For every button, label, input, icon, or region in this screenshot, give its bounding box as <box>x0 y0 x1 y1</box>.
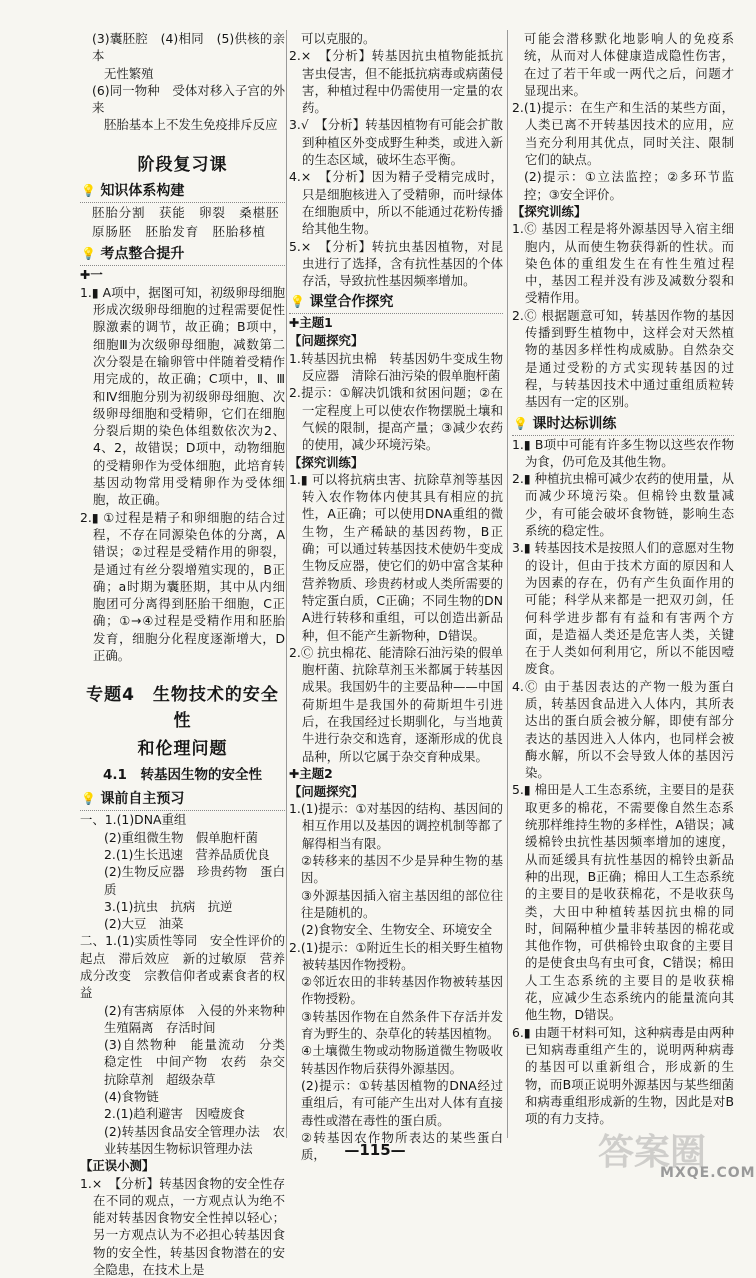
text-line: 胚胎分割 获能 卵裂 桑椹胚 <box>92 204 280 220</box>
text-line: 4.× 【分析】因为精子受精完成时，只是细胞核进入了受精卵，而叶绿体在细胞质中，所以不能通过花粉传播给其他生物。 <box>289 169 503 237</box>
section-heading <box>512 414 734 436</box>
text-line: 1.Ⓒ 基因工程是将外源基因导入宿主细胞内，从而使生物获得新的性状。而染色体的重组发生在有性生殖过程中，基因工程并没有涉及减数分裂和受精作用。 <box>512 221 734 306</box>
text-line: 2.提示：①解决饥饿和贫困问题；②在一定程度上可以使农作物摆脱土壤和气候的限制，提高产量；③减少农药的使用，减少环境污染。 <box>289 385 503 453</box>
text-line: (2)重组微生物 假单胞杆菌 <box>104 829 258 845</box>
section-heading-text: 考点整合提升 <box>100 245 185 262</box>
lightbulb-icon: 💡 <box>513 416 529 431</box>
text-line: ③转基因作物在自然条件下存活并发育为野生的、杂草化的转基因植物。 <box>301 1008 503 1042</box>
text-line: (2)提示：①转基因植物的DNA经过重组后，有可能产生出对人体有直接毒性或潜在毒性的蛋白质。 <box>301 1077 503 1128</box>
subsection-tag: 【正误小测】 <box>80 1158 155 1174</box>
topic-heading: ✚主题1 <box>289 315 333 331</box>
subsection-tag: 【探究训练】 <box>512 203 587 219</box>
text-line: 6.▮ 由题干材料可知，这种病毒是由两种已知病毒重组产生的，说明两种病毒的基因可以重新组合，形成新的生物，而B项正说明外源基因与某些细菌和病毒重组形成新的生物，因此是对B项的有力支持。 <box>512 1024 734 1127</box>
text-line: 可以克服的。 <box>301 31 376 46</box>
text-line: (6)同一物种 受体对移入子宫的外来 <box>92 82 285 116</box>
subsection-tag: 【探究训练】 <box>289 454 364 470</box>
text-line: 1.▮ 可以将抗病虫害、抗除草剂等基因转入农作物体内使其具有相应的抗性，A正确；可以使用DNA重组的微生物，生产稀缺的基因药物，B正确；可以通过转基因技术使奶牛变成生物反应器，使它们的奶中富含某种营养物质、珍贵药材或人类所需要的特定蛋白质，C正确；不同生物的DNA进行转移和重组，可以创造出新品种，但不能产生新物种，D错误。 <box>289 471 503 643</box>
chapter-title: 专题4 生物技术的安全性 <box>86 685 279 732</box>
spacer <box>80 664 285 680</box>
text-line: 原肠胚 胚胎发育 胚胎移植 <box>92 223 267 239</box>
spacer <box>80 134 285 150</box>
text-line: 2.(1)提示：在生产和生活的某些方面，人类已离不开转基因技术的应用，应当充分利用其优点，同时关注、限制它们的缺点。 <box>512 100 734 168</box>
column-right <box>512 30 734 1138</box>
section-heading <box>80 789 285 811</box>
text-line: 3.▮ 转基因技术是按照人们的意愿对生物的设计，但由于技术方面的原因和人为因素的存在，仍有产生负面作用的可能；科学从来都是一把双刃剑，任何科学进步都有有益和有害两个方面，是造福人类还是危害人类，关键在于人类如何利用它，所以不能因噎废食。 <box>512 540 734 677</box>
text-line: (2)有害病原体 入侵的外来物种 生殖隔离 存活时间 <box>104 1002 298 1035</box>
text-line: 二、1.(1)实质性等同 安全性评价的起点 滞后效应 新的过敏原 营养成分改变 宗教信仰者或素食者的权益 <box>80 933 285 1001</box>
text-line: (2)食物安全、生物安全、环境安全 <box>301 922 493 938</box>
chapter-title: 阶段复习课 <box>137 154 228 175</box>
page-number: —115— <box>344 1141 406 1159</box>
column-divider <box>286 30 287 1138</box>
section-heading <box>289 292 503 314</box>
lightbulb-icon: 💡 <box>81 184 97 198</box>
column-left <box>80 30 298 1278</box>
text-line: 一、1.(1)DNA重组 <box>80 812 187 828</box>
svg-text:答案圈: 答案圈 <box>598 1132 707 1173</box>
text-line: 2.▮ ①过程是精子和卵细胞的结合过程，不存在同源染色体的分离，A错误；②过程是受精作用的卵裂，是通过有丝分裂增殖实现的，B正确；a时期为囊胚期，其中从内细胞团可分离得到胚胎干细胞，C正确；①→④过程是受精作用和胚胎发育，细胞分化程度逐渐增大，D正确。 <box>80 509 285 664</box>
text-line: 1.转基因抗虫棉 转基因奶牛变成生物反应器 清除石油污染的假单胞杆菌 <box>289 350 503 384</box>
text-line: (3)囊胚腔 (4)相同 (5)供核的亲本 <box>92 31 285 64</box>
text-line: ④土壤微生物或动物肠道微生物吸收转基因作物后获得外源基因。 <box>301 1043 503 1076</box>
text-line: 2.▮ 种植抗虫棉可减少农药的使用量，从而减少环境污染。但棉铃虫数量减少，有可能会破坏食物链，影响生态系统的稳定性。 <box>512 471 734 539</box>
text-line: 2.Ⓒ 抗虫棉花、能清除石油污染的假单胞杆菌、抗除草剂玉米都属于转基因成果。我国奶牛的主要品种——中国荷斯坦牛是我国外的荷斯坦牛引进后，在我国经过长期驯化，与当地黄牛进行杂交和选育，逐渐形成的优良品种，所以它属于杂交育种成果。 <box>289 644 504 764</box>
text-line: 2.Ⓒ 根据题意可知，转基因作物的基因传播到野生植物中，这样会对天然植物的基因多样性构成威胁。自然杂交是通过受粉的方式实现转基因的过程，与转基因技术中通过重组质粒转基因有一定的区别。 <box>512 307 734 410</box>
text-line: (2)提示：①立法监控；②多环节监控；③安全评价。 <box>524 169 734 202</box>
text-line: 2.(1)趋利避害 因噎废食 <box>104 1106 245 1122</box>
text-line: ③外源基因插入宿主基因组的部位往往是随机的。 <box>301 887 503 920</box>
text-line: 1.▮ B项中可能有许多生物以这些农作物为食，仍可危及其他生物。 <box>512 436 734 469</box>
text-line: 3.(1)抗虫 抗病 抗逆 <box>104 898 233 914</box>
lightbulb-icon: 💡 <box>290 295 306 310</box>
text-line: 无性繁殖 <box>104 65 154 81</box>
chapter-title: 和伦理问题 <box>137 739 228 760</box>
text-line: 3.√ 【分析】转基因植物有可能会扩散到种植区外变成野生种类，或进入新的生态区域，破坏生态平衡。 <box>289 117 503 168</box>
section-heading <box>80 181 285 203</box>
text-line: 4.Ⓒ 由于基因表达的产物一般为蛋白质，转基因食品进入人体内，其所表达出的蛋白质会被分解，即使有部分表达的基因进入人体内，也同样会被酶水解，所以不会导致人体的基因污染。 <box>512 678 734 781</box>
text-line: 2.(1)提示：①附近生长的相关野生植物被转基因作物授粉。 <box>289 939 503 972</box>
text-line: (2)生物反应器 珍贵药物 蛋白质 <box>104 864 285 897</box>
text-line: (2)大豆 油菜 <box>104 916 184 932</box>
section-heading-text: 知识体系构建 <box>100 182 185 199</box>
section-heading-text: 课前自主预习 <box>100 791 185 808</box>
text-line: ②转移来的基因不少是异种生物的基因。 <box>301 853 503 886</box>
watermark-url: MXQE.COM <box>660 1165 756 1181</box>
topic-heading: ✚主题2 <box>289 765 333 781</box>
subsection-tag: 【问题探究】 <box>289 783 364 799</box>
lightbulb-icon: 💡 <box>81 247 97 261</box>
text-line: 2.(1)生长迅速 营养品质优良 <box>104 846 270 862</box>
lesson-title: 4.1 转基因生物的安全性 <box>103 767 262 784</box>
topic-heading: ✚一 <box>80 266 103 282</box>
text-line: (4)食物链 <box>104 1089 159 1105</box>
section-heading-text: 课时达标训练 <box>532 415 617 432</box>
column-divider <box>507 30 508 1138</box>
text-line: 1.▮ A项中，据图可知，初级卵母细胞形成次级卵母细胞的过程需要促性腺激素的调节，故正确；B项中，细胞Ⅲ为次级卵母细胞，减数第二次分裂是在输卵管中伴随着受精作用完成的，故正确；C项中，Ⅱ、Ⅲ和Ⅳ细胞分别为初级卵母细胞、次级卵母细胞和受精卵，它们在细胞分裂后期的染色体组数依次为2、4、2，故错误；D项中，动物细胞的受精卵作为受体细胞，此培育转基因动物常用受精卵作为受体细胞，故正确。 <box>80 284 285 508</box>
text-line: 胚胎基本上不发生免疫排斥反应 <box>104 117 278 133</box>
text-line: 2.× 【分析】转基因抗虫植物能抵抗害虫侵害，但不能抵抗病毒或病菌侵害，种植过程中仍需使用一定量的农药。 <box>289 48 503 116</box>
text-line: 可能会潜移默化地影响人的免疫系统，从而对人体健康造成隐性伤害，在过了若干年或一两代之后，问题才显现出来。 <box>524 31 734 98</box>
text-line: ②转基因农作物所表达的某些蛋白质， <box>301 1129 503 1163</box>
subsection-tag: 【问题探究】 <box>289 333 364 349</box>
section-heading-text: 课堂合作探究 <box>309 294 394 311</box>
text-line: 5.× 【分析】转抗虫基因植物，对昆虫进行了选择，含有抗性基因的个体存活，导致抗性基因频率增加。 <box>289 238 503 289</box>
lightbulb-icon: 💡 <box>81 792 97 807</box>
text-line: (3)自然物种 能量流动 分类 稳定性 中间产物 农药 杂交 抗除草剂 超级杂草 <box>104 1037 298 1087</box>
section-heading <box>80 244 285 266</box>
text-line: 1.(1)提示：①对基因的结构、基因间的相互作用以及基因的调控机制等都了解得相当有限。 <box>289 801 503 851</box>
text-line: 5.▮ 棉田是人工生态系统，主要目的是获取更多的棉花，不需要像自然生态系统那样维持生物的多样性，A错误；减缓棉铃虫抗性基因频率增加的速度，从而延缓具有抗性基因的棉铃虫新品种的出现，B正确；棉田人工生态系统的主要目的是收获棉花，不是收获鸟类，大田中种植转基因抗虫棉的同时，间隔种植少量非转基因的棉花或其他作物，可供棉铃虫取食的主要目的是使食虫鸟有虫可食，C错误；棉田人工生态系统的主要目的是收获棉花，应减少生态系统内的能量流向其他生物，D错误。 <box>512 782 734 1023</box>
text-line: ②邻近农田的非转基因作物被转基因作物授粉。 <box>301 974 503 1007</box>
text-line: 1.× 【分析】转基因食物的安全性存在不同的观点，一方观点认为绝不能对转基因食物安全性掉以轻心；另一方观点认为不必担心转基因食物的安全性，转基因食物潜在的安全隐患，在技术上是 <box>80 1175 285 1278</box>
text-line: (2)转基因食品安全管理办法 农业转基因生物标识管理办法 <box>104 1123 285 1156</box>
